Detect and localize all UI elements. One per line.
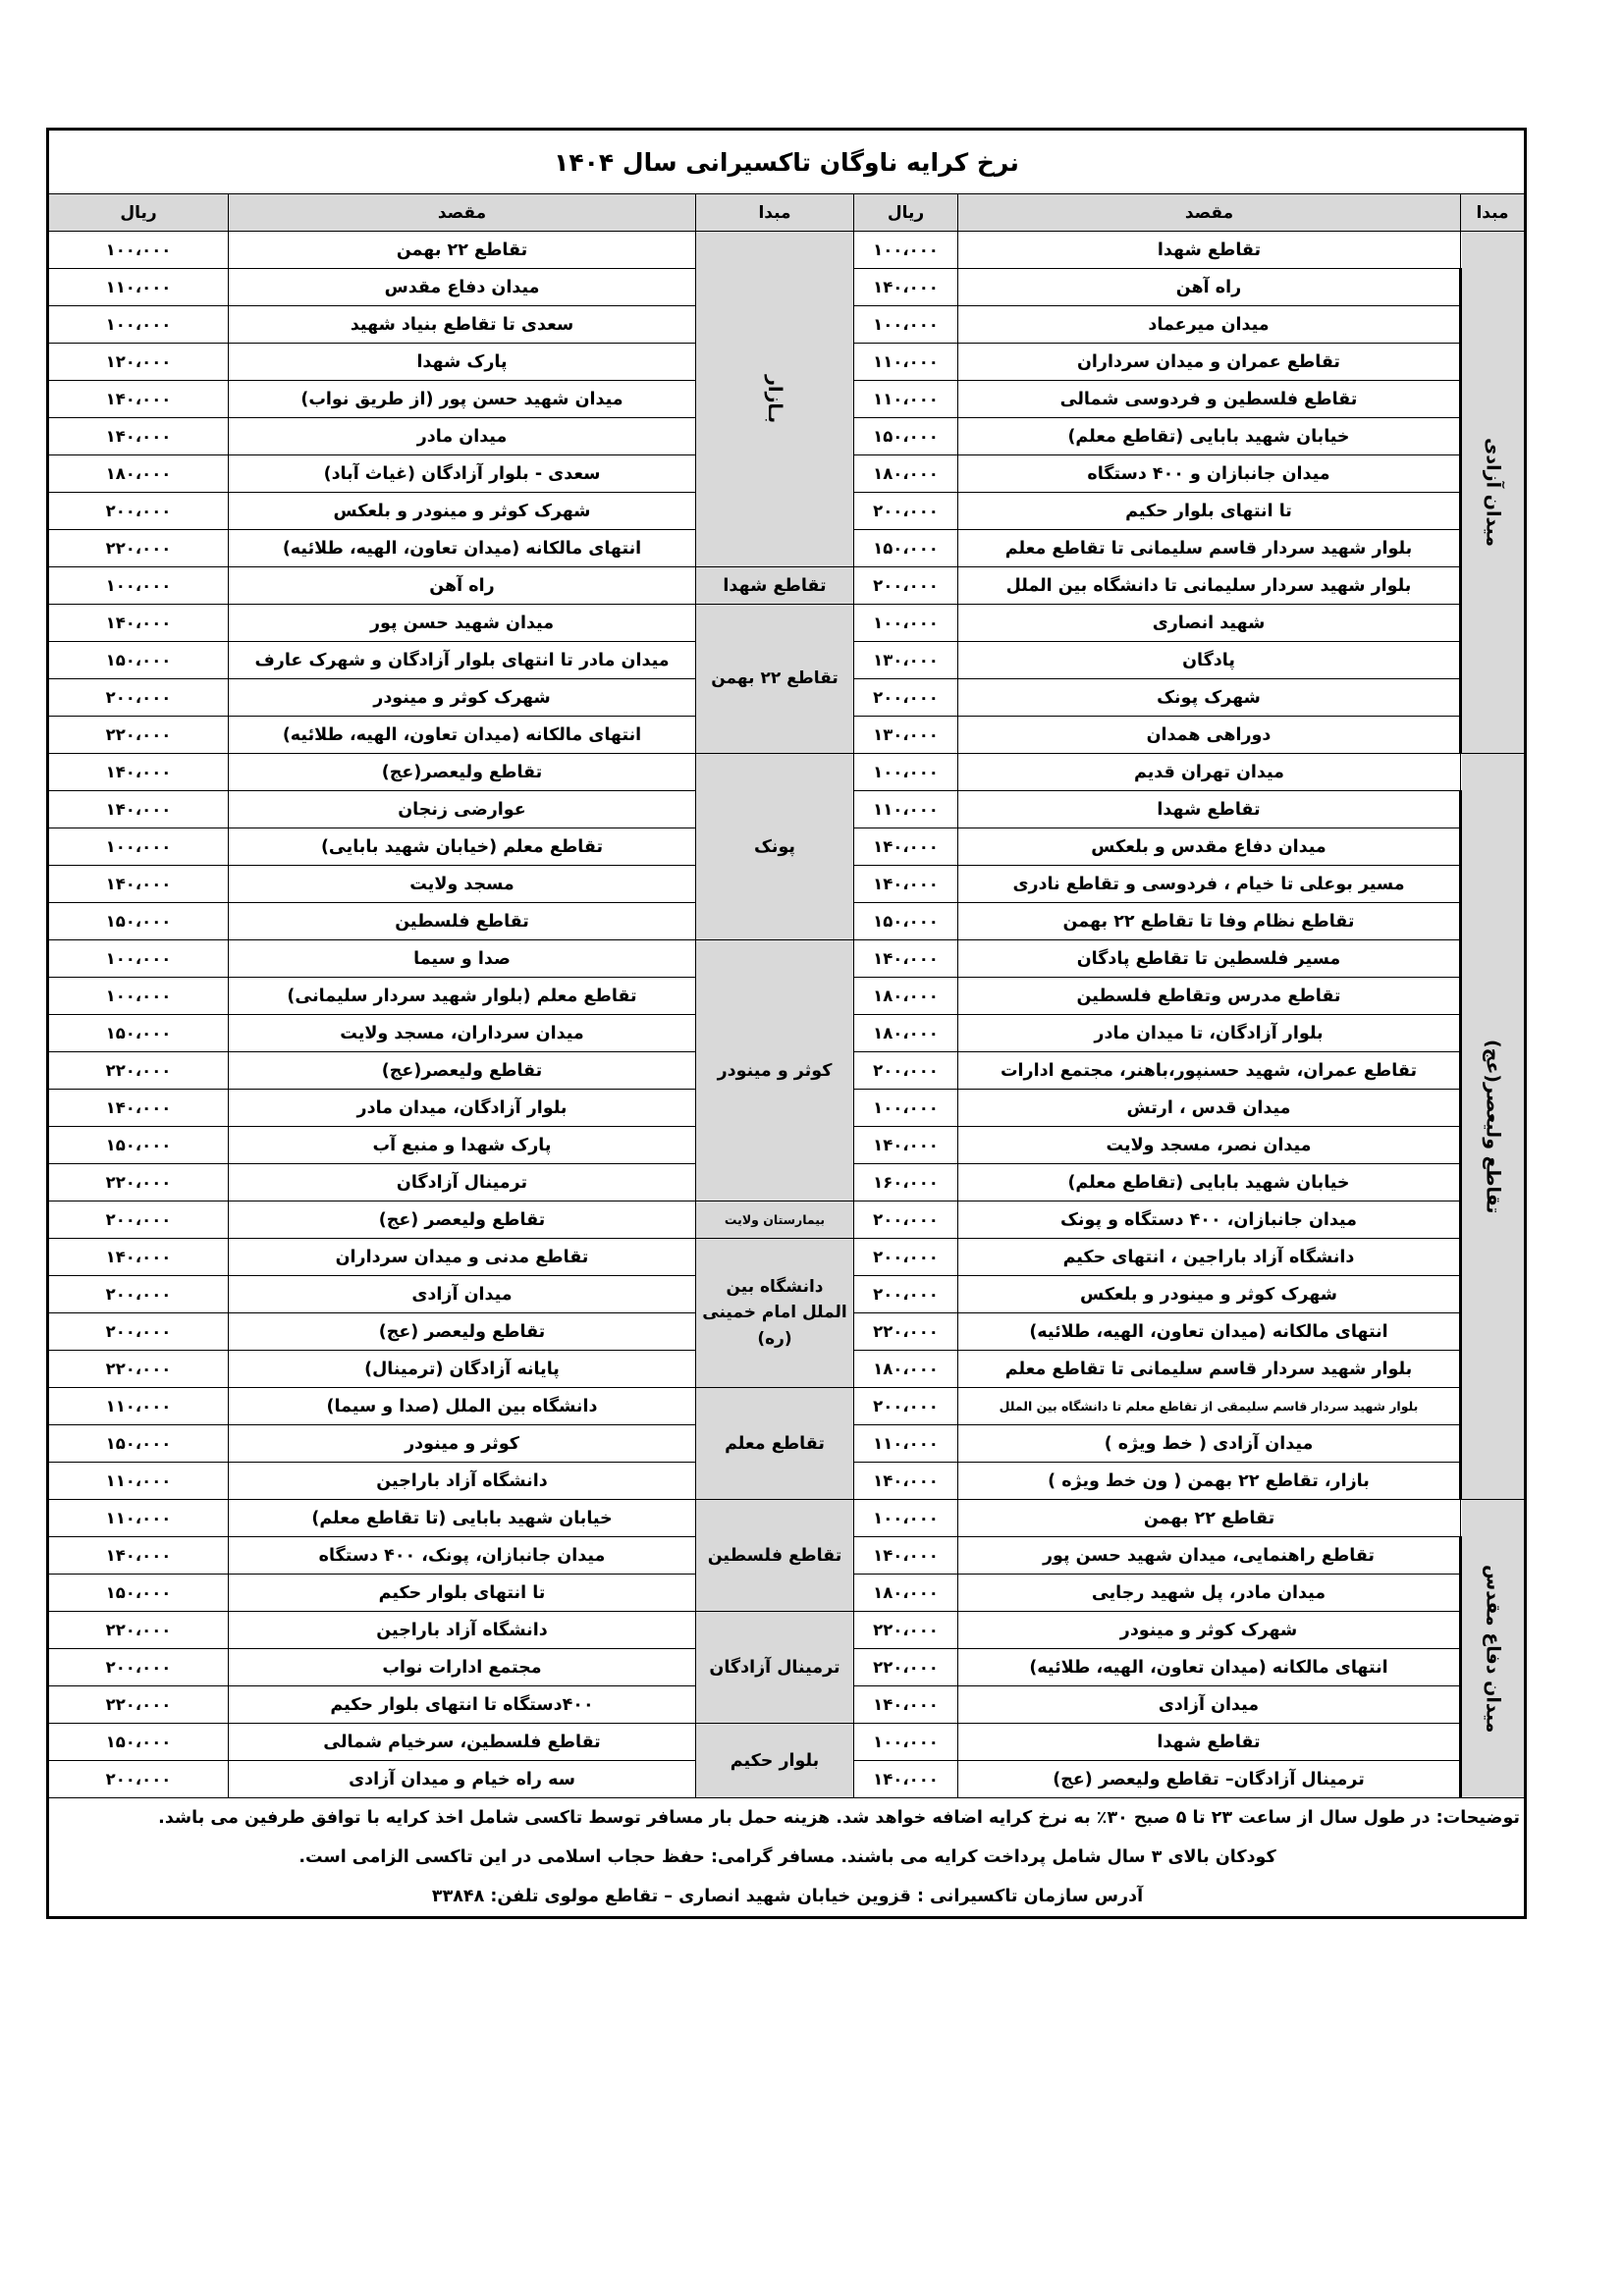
- price-cell: ۲۰۰،۰۰۰: [47, 1761, 228, 1798]
- destination-cell: کوثر و مینودر: [229, 1425, 696, 1463]
- price-cell: ۱۵۰،۰۰۰: [854, 530, 958, 567]
- price-cell: ۱۴۰،۰۰۰: [854, 1686, 958, 1724]
- price-cell: ۱۴۰،۰۰۰: [47, 1090, 228, 1127]
- destination-cell: شهرک کوثر و مینودر و بلعکس: [958, 1276, 1461, 1313]
- destination-cell: تقاطع ولیعصر(عج): [229, 1052, 696, 1090]
- price-cell: ۱۴۰،۰۰۰: [47, 866, 228, 903]
- origin-cell: بلوار حکیم: [696, 1724, 854, 1798]
- destination-cell: خیابان شهید بابایی (تقاطع معلم): [958, 418, 1461, 455]
- destination-cell: تقاطع معلم (بلوار شهید سردار سلیمانی): [229, 978, 696, 1015]
- destination-cell: میدان جانبازان و ۴۰۰ دستگاه: [958, 455, 1461, 493]
- destination-cell: تقاطع شهدا: [958, 232, 1461, 269]
- destination-cell: تقاطع ولیعصر (عج): [229, 1201, 696, 1239]
- destination-cell: میدان آزادی: [229, 1276, 696, 1313]
- price-cell: ۱۶۰،۰۰۰: [854, 1164, 958, 1201]
- destination-cell: دانشگاه آزاد باراجین: [229, 1612, 696, 1649]
- price-cell: ۱۸۰،۰۰۰: [47, 455, 228, 493]
- price-cell: ۲۰۰،۰۰۰: [47, 1649, 228, 1686]
- destination-cell: سعدی تا تقاطع بنیاد شهید: [229, 306, 696, 344]
- price-cell: ۱۸۰،۰۰۰: [854, 1575, 958, 1612]
- destination-cell: بلوار شهید سردار قاسم سلیمقی از تقاطع معلم تا دانشگاه بین الملل: [958, 1388, 1461, 1425]
- destination-cell: تقاطع مدرس وتقاطع فلسطین: [958, 978, 1461, 1015]
- price-cell: ۱۴۰،۰۰۰: [47, 605, 228, 642]
- price-cell: ۱۴۰،۰۰۰: [47, 1239, 228, 1276]
- destination-cell: صدا و سیما: [229, 940, 696, 978]
- price-cell: ۱۵۰،۰۰۰: [47, 1127, 228, 1164]
- destination-cell: تقاطع راهنمایی، میدان شهید حسن پور: [958, 1537, 1461, 1575]
- price-cell: ۱۰۰،۰۰۰: [47, 567, 228, 605]
- price-cell: ۱۱۰،۰۰۰: [47, 1388, 228, 1425]
- destination-cell: میدان آزادی: [958, 1686, 1461, 1724]
- destination-cell: مجتمع ادارات نواب: [229, 1649, 696, 1686]
- price-cell: ۲۰۰،۰۰۰: [854, 1052, 958, 1090]
- price-cell: ۱۰۰،۰۰۰: [47, 978, 228, 1015]
- price-cell: ۱۰۰،۰۰۰: [47, 306, 228, 344]
- price-cell: ۱۰۰،۰۰۰: [854, 754, 958, 791]
- origin-cell: بـازار: [696, 232, 854, 567]
- price-cell: ۱۴۰،۰۰۰: [854, 940, 958, 978]
- destination-cell: میدان میرعماد: [958, 306, 1461, 344]
- page-title: نرخ کرایه ناوگان تاکسیرانی سال ۱۴۰۴: [47, 130, 1525, 194]
- header-rial: ریال: [47, 194, 228, 232]
- destination-cell: انتهای مالکانه (میدان تعاون، الهیه، طلائیه): [229, 530, 696, 567]
- destination-cell: بلوار شهید سردار قاسم سلیمانی تا تقاطع معلم: [958, 530, 1461, 567]
- table-row: [47, 940, 1525, 978]
- destination-cell: تقاطع فلسطین، سرخیام شمالی: [229, 1724, 696, 1761]
- destination-cell: تقاطع معلم (خیابان شهید بابایی): [229, 828, 696, 866]
- destination-cell: تقاطع نظام وفا تا تقاطع ۲۲ بهمن: [958, 903, 1461, 940]
- destination-cell: تقاطع شهدا: [958, 1724, 1461, 1761]
- price-cell: ۱۴۰،۰۰۰: [47, 418, 228, 455]
- destination-cell: مسیر فلسطین تا تقاطع پادگان: [958, 940, 1461, 978]
- price-cell: ۱۴۰،۰۰۰: [854, 1537, 958, 1575]
- price-cell: ۲۲۰،۰۰۰: [47, 1052, 228, 1090]
- price-cell: ۱۱۰،۰۰۰: [47, 1500, 228, 1537]
- price-cell: ۲۰۰،۰۰۰: [854, 1388, 958, 1425]
- price-cell: ۱۱۰،۰۰۰: [854, 791, 958, 828]
- origin-cell: میدان دفاع مقدس: [1461, 1500, 1526, 1798]
- fare-table: [46, 128, 1527, 1919]
- origin-cell: دانشگاه بین الملل امام خمینی (ره): [696, 1239, 854, 1388]
- destination-cell: پایانه آزادگان (ترمینال): [229, 1351, 696, 1388]
- destination-cell: ۴۰۰دستگاه تا انتهای بلوار حکیم: [229, 1686, 696, 1724]
- origin-cell: تقاطع معلم: [696, 1388, 854, 1500]
- price-cell: ۱۴۰،۰۰۰: [854, 1127, 958, 1164]
- price-cell: ۲۰۰،۰۰۰: [47, 493, 228, 530]
- table-row: [47, 1724, 1525, 1761]
- table-row: [47, 232, 1525, 269]
- destination-cell: شهید انصاری: [958, 605, 1461, 642]
- destination-cell: میدان دفاع مقدس: [229, 269, 696, 306]
- destination-cell: میدان قدس ، ارتش: [958, 1090, 1461, 1127]
- destination-cell: میدان سرداران، مسجد ولایت: [229, 1015, 696, 1052]
- destination-cell: میدان مادر: [229, 418, 696, 455]
- destination-cell: بلوار آزادگان، میدان مادر: [229, 1090, 696, 1127]
- price-cell: ۲۰۰،۰۰۰: [854, 1276, 958, 1313]
- destination-cell: سعدی - بلوار آزادگان (غیاث آباد): [229, 455, 696, 493]
- header-rial: ریال: [854, 194, 958, 232]
- price-cell: ۱۸۰،۰۰۰: [854, 1351, 958, 1388]
- destination-cell: میدان دفاع مقدس و بلعکس: [958, 828, 1461, 866]
- price-cell: ۲۲۰،۰۰۰: [47, 1686, 228, 1724]
- origin-cell: تقاطع ۲۲ بهمن: [696, 605, 854, 754]
- destination-cell: انتهای مالکانه (میدان تعاون، الهیه، طلائیه): [229, 717, 696, 754]
- price-cell: ۱۰۰،۰۰۰: [47, 232, 228, 269]
- price-cell: ۲۰۰،۰۰۰: [47, 1313, 228, 1351]
- destination-cell: میدان جانبازان، ۴۰۰ دستگاه و پونک: [958, 1201, 1461, 1239]
- price-cell: ۱۳۰،۰۰۰: [854, 642, 958, 679]
- notes-line3: آدرس سازمان تاکسیرانی : قزوین خیابان شهید انصاری – تقاطع مولوی تلفن: ۳۳۸۴۸: [47, 1877, 1525, 1918]
- price-cell: ۱۵۰،۰۰۰: [47, 1015, 228, 1052]
- table-row: [47, 605, 1525, 642]
- price-cell: ۱۰۰،۰۰۰: [854, 232, 958, 269]
- destination-cell: شهرک پونک: [958, 679, 1461, 717]
- origin-cell: تقاطع فلسطین: [696, 1500, 854, 1612]
- destination-cell: ترمینال آزادگان– تقاطع ولیعصر (عج): [958, 1761, 1461, 1798]
- destination-cell: مسجد ولایت: [229, 866, 696, 903]
- price-cell: ۱۴۰،۰۰۰: [47, 381, 228, 418]
- destination-cell: بلوار آزادگان، تا میدان مادر: [958, 1015, 1461, 1052]
- table-row: [47, 1388, 1525, 1425]
- price-cell: ۱۰۰،۰۰۰: [47, 828, 228, 866]
- notes-line1: توضیحات: در طول سال از ساعت ۲۳ تا ۵ صبح ۳۰٪ به نرخ کرایه اضافه خواهد شد. هزینه حمل بار مسافر توسط تاکسی شامل اخذ کرایه با توافق طرفین می باشد.: [47, 1798, 1525, 1839]
- destination-cell: تا انتهای بلوار حکیم: [229, 1575, 696, 1612]
- price-cell: ۱۰۰،۰۰۰: [854, 1500, 958, 1537]
- destination-cell: دانشگاه آزاد باراجین: [229, 1463, 696, 1500]
- destination-cell: تقاطع عمران و میدان سرداران: [958, 344, 1461, 381]
- price-cell: ۱۴۰،۰۰۰: [47, 1537, 228, 1575]
- origin-cell: میدان آزادی: [1461, 232, 1526, 754]
- destination-cell: میدان شهید حسن پور (از طریق نواب): [229, 381, 696, 418]
- destination-cell: مسیر بوعلی تا خیام ، فردوسی و تقاطع نادری: [958, 866, 1461, 903]
- origin-cell: تقاطع شهدا: [696, 567, 854, 605]
- origin-cell: بیمارستان ولایت: [696, 1201, 854, 1239]
- destination-cell: تقاطع ولیعصر(عج): [229, 754, 696, 791]
- price-cell: ۱۱۰،۰۰۰: [47, 1463, 228, 1500]
- table-row: [47, 1500, 1525, 1537]
- price-cell: ۲۰۰،۰۰۰: [854, 493, 958, 530]
- price-cell: ۱۸۰،۰۰۰: [854, 1015, 958, 1052]
- price-cell: ۱۴۰،۰۰۰: [854, 1463, 958, 1500]
- origin-cell: پونک: [696, 754, 854, 940]
- destination-cell: تقاطع فلسطین: [229, 903, 696, 940]
- price-cell: ۱۴۰،۰۰۰: [854, 828, 958, 866]
- price-cell: ۲۰۰،۰۰۰: [47, 679, 228, 717]
- price-cell: ۱۴۰،۰۰۰: [47, 791, 228, 828]
- price-cell: ۱۱۰،۰۰۰: [47, 269, 228, 306]
- destination-cell: شهرک کوثر و مینودر: [229, 679, 696, 717]
- price-cell: ۲۲۰،۰۰۰: [854, 1313, 958, 1351]
- price-cell: ۱۰۰،۰۰۰: [854, 1090, 958, 1127]
- destination-cell: تقاطع ۲۲ بهمن: [229, 232, 696, 269]
- destination-cell: بلوار شهید سردار قاسم سلیمانی تا تقاطع معلم: [958, 1351, 1461, 1388]
- price-cell: ۱۱۰،۰۰۰: [854, 381, 958, 418]
- table-row: [47, 1239, 1525, 1276]
- destination-cell: میدان تهران قدیم: [958, 754, 1461, 791]
- price-cell: ۱۰۰،۰۰۰: [47, 940, 228, 978]
- price-cell: ۲۲۰،۰۰۰: [47, 1351, 228, 1388]
- destination-cell: دانشگاه آزاد باراجین ، انتهای حکیم: [958, 1239, 1461, 1276]
- destination-cell: ترمینال آزادگان: [229, 1164, 696, 1201]
- destination-cell: دوراهی همدان: [958, 717, 1461, 754]
- price-cell: ۱۲۰،۰۰۰: [47, 344, 228, 381]
- price-cell: ۲۰۰،۰۰۰: [47, 1201, 228, 1239]
- fare-document: [49, 128, 1527, 1919]
- destination-cell: بازار، تقاطع ۲۲ بهمن ( ون خط ویژه ): [958, 1463, 1461, 1500]
- destination-cell: عوارضی زنجان: [229, 791, 696, 828]
- price-cell: ۲۰۰،۰۰۰: [854, 679, 958, 717]
- origin-cell: کوثر و مینودر: [696, 940, 854, 1201]
- price-cell: ۱۴۰،۰۰۰: [854, 866, 958, 903]
- destination-cell: پارک شهدا و منبع آب: [229, 1127, 696, 1164]
- destination-cell: بلوار شهید سردار سلیمانی تا دانشگاه بین الملل: [958, 567, 1461, 605]
- destination-cell: پادگان: [958, 642, 1461, 679]
- price-cell: ۱۰۰،۰۰۰: [854, 1724, 958, 1761]
- price-cell: ۲۰۰،۰۰۰: [854, 567, 958, 605]
- destination-cell: راه آهن: [229, 567, 696, 605]
- destination-cell: میدان مادر، پل شهید رجایی: [958, 1575, 1461, 1612]
- destination-cell: دانشگاه بین الملل (صدا و سیما): [229, 1388, 696, 1425]
- price-cell: ۲۰۰،۰۰۰: [854, 1239, 958, 1276]
- table-row: [47, 754, 1525, 791]
- destination-cell: میدان آزادی ( خط ویژه ): [958, 1425, 1461, 1463]
- header-row: [47, 194, 1525, 232]
- price-cell: ۱۴۰،۰۰۰: [854, 269, 958, 306]
- price-cell: ۱۱۰،۰۰۰: [854, 344, 958, 381]
- price-cell: ۱۴۰،۰۰۰: [47, 754, 228, 791]
- destination-cell: شهرک کوثر و مینودر و بلعکس: [229, 493, 696, 530]
- origin-cell: ترمینال آزادگان: [696, 1612, 854, 1724]
- price-cell: ۱۵۰،۰۰۰: [47, 903, 228, 940]
- destination-cell: خیابان شهید بابایی (تقاطع معلم): [958, 1164, 1461, 1201]
- destination-cell: میدان مادر تا انتهای بلوار آزادگان و شهرک عارف: [229, 642, 696, 679]
- table-row: [47, 567, 1525, 605]
- destination-cell: تقاطع شهدا: [958, 791, 1461, 828]
- destination-cell: تقاطع مدنی و میدان سرداران: [229, 1239, 696, 1276]
- origin-cell: تقاطع ولیعصر(عج): [1461, 754, 1526, 1500]
- price-cell: ۱۱۰،۰۰۰: [854, 1425, 958, 1463]
- notes-line2: کودکان بالای ۳ سال شامل پرداخت کرایه می باشند. مسافر گرامی: حفظ حجاب اسلامی در این تاکسی الزامی است.: [47, 1838, 1525, 1877]
- destination-cell: تقاطع فلسطین و فردوسی شمالی: [958, 381, 1461, 418]
- price-cell: ۱۸۰،۰۰۰: [854, 978, 958, 1015]
- price-cell: ۲۰۰،۰۰۰: [854, 1201, 958, 1239]
- destination-cell: خیابان شهید بابایی (تا تقاطع معلم): [229, 1500, 696, 1537]
- price-cell: ۲۲۰،۰۰۰: [47, 1612, 228, 1649]
- header-destination: مقصد: [958, 194, 1461, 232]
- price-cell: ۱۵۰،۰۰۰: [47, 1724, 228, 1761]
- price-cell: ۱۰۰،۰۰۰: [854, 306, 958, 344]
- price-cell: ۱۵۰،۰۰۰: [47, 1425, 228, 1463]
- destination-cell: انتهای مالکانه (میدان تعاون، الهیه، طلائیه): [958, 1649, 1461, 1686]
- price-cell: ۱۴۰،۰۰۰: [854, 1761, 958, 1798]
- destination-cell: میدان نصر، مسجد ولایت: [958, 1127, 1461, 1164]
- price-cell: ۱۵۰،۰۰۰: [47, 1575, 228, 1612]
- destination-cell: پارک شهدا: [229, 344, 696, 381]
- price-cell: ۲۲۰،۰۰۰: [854, 1649, 958, 1686]
- price-cell: ۱۵۰،۰۰۰: [854, 418, 958, 455]
- price-cell: ۱۰۰،۰۰۰: [854, 605, 958, 642]
- destination-cell: راه آهن: [958, 269, 1461, 306]
- price-cell: ۱۵۰،۰۰۰: [47, 642, 228, 679]
- price-cell: ۲۲۰،۰۰۰: [854, 1612, 958, 1649]
- price-cell: ۲۲۰،۰۰۰: [47, 1164, 228, 1201]
- destination-cell: تقاطع عمران، شهید حسنپور،باهنر، مجتمع ادارات: [958, 1052, 1461, 1090]
- table-row: [47, 1612, 1525, 1649]
- price-cell: ۲۰۰،۰۰۰: [47, 1276, 228, 1313]
- destination-cell: سه راه خیام و میدان آزادی: [229, 1761, 696, 1798]
- header-origin: مبدا: [1461, 194, 1526, 232]
- destination-cell: شهرک کوثر و مینودر: [958, 1612, 1461, 1649]
- price-cell: ۲۲۰،۰۰۰: [47, 530, 228, 567]
- price-cell: ۱۸۰،۰۰۰: [854, 455, 958, 493]
- price-cell: ۱۵۰،۰۰۰: [854, 903, 958, 940]
- price-cell: ۱۳۰،۰۰۰: [854, 717, 958, 754]
- table-row: [47, 1201, 1525, 1239]
- destination-cell: تا انتهای بلوار حکیم: [958, 493, 1461, 530]
- destination-cell: میدان جانبازان، پونک، ۴۰۰ دستگاه: [229, 1537, 696, 1575]
- destination-cell: تقاطع ۲۲ بهمن: [958, 1500, 1461, 1537]
- destination-cell: تقاطع ولیعصر (عج): [229, 1313, 696, 1351]
- destination-cell: انتهای مالکانه (میدان تعاون، الهیه، طلائیه): [958, 1313, 1461, 1351]
- destination-cell: میدان شهید حسن پور: [229, 605, 696, 642]
- header-origin: مبدا: [696, 194, 854, 232]
- header-destination: مقصد: [229, 194, 696, 232]
- price-cell: ۲۲۰،۰۰۰: [47, 717, 228, 754]
